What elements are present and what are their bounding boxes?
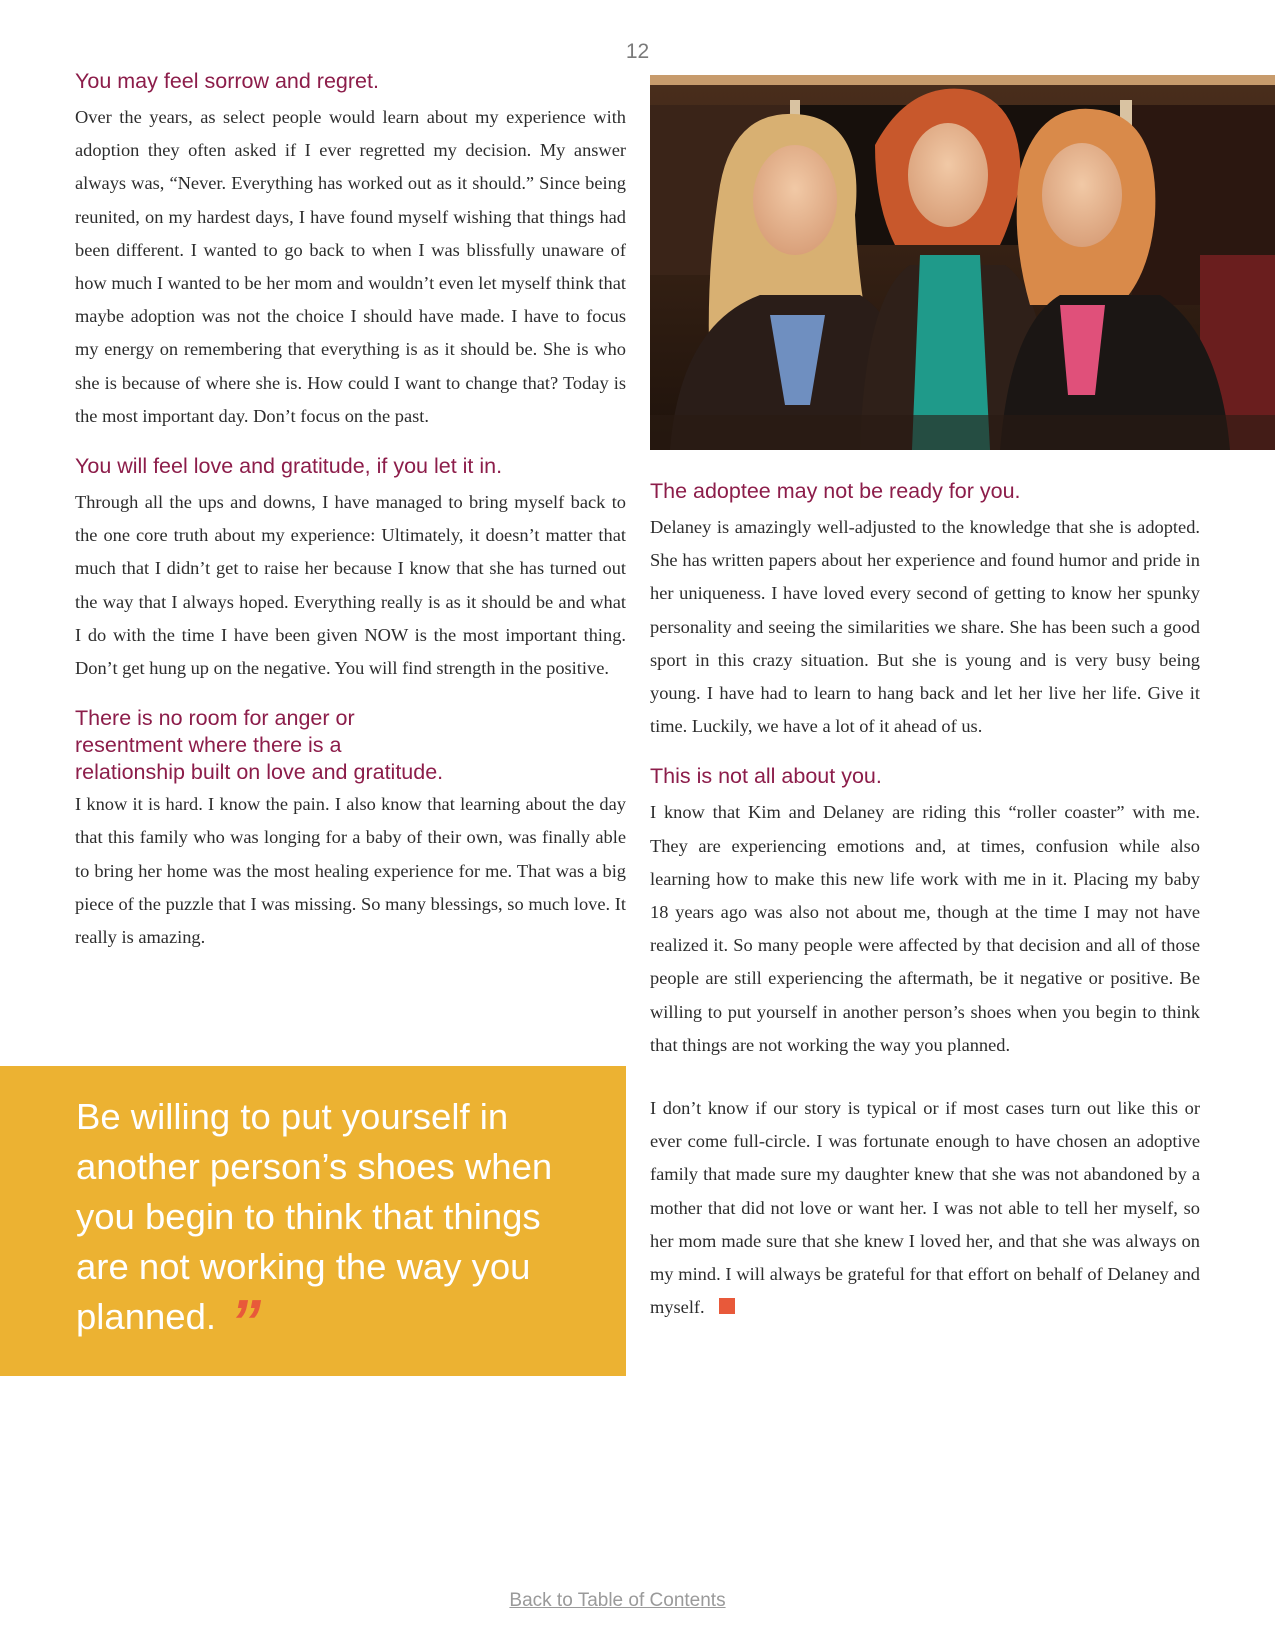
right-column xyxy=(650,68,1200,1344)
pull-quote xyxy=(76,1092,596,1357)
section-body: I know that Kim and Delaney are riding this “roller coaster” with me. They are experiencing emotions and, at times, confusion while also learning how to make this new life work with me in it. Placing my baby 18 years ago was also not about me, though at the time I may not have realized it. So many people were affected by that decision and all of those people are still experiencing the aftermath, be it negative or positive. Be willing to put yourself in another person’s shoes when you begin to think that things are not working the way you planned. xyxy=(650,802,1200,1055)
closing-quote-icon: ” xyxy=(230,1288,258,1357)
end-of-article-icon xyxy=(719,1298,735,1314)
photo-three-women xyxy=(650,75,1275,450)
section-body: I know it is hard. I know the pain. I also know that learning about the day that this family who was longing for a baby of their own, was finally able to bring her home was the most healing experience for me. That was a big piece of the puzzle that I was missing. So many blessings, so much love. It really is amazing. xyxy=(75,794,626,948)
section-sorrow xyxy=(75,68,626,433)
section-heading: You will feel love and gratitude, if you let it in. xyxy=(75,454,503,479)
heading-line: relationship built on love and gratitude. xyxy=(75,760,444,785)
section-closing xyxy=(650,1092,1200,1324)
section-body: Through all the ups and downs, I have managed to bring myself back to the one core truth about my experience: Ultimately, it doesn’t matter that much that I didn’t get to raise her because I know that she has turned out the way that I always hoped. Everything really is as it should be and what I do with the time I have been given NOW is the most important thing. Don’t get hung up on the negative. You will find strength in the positive. xyxy=(75,492,626,679)
section-body: Delaney is amazingly well-adjusted to the knowledge that she is adopted. She has written papers about her experience and found humor and pride in her uniqueness. I have loved every second of getting to know her spunky personality and seeing the similarities we share. She has been such a good sport in this crazy situation. But she is young and is very busy being young. I have had to learn to hang back and let her live her life. Give it time. Luckily, we have a lot of it ahead of us. xyxy=(650,517,1200,737)
left-column xyxy=(75,68,626,974)
section-body: Over the years, as select people would learn about my experience with adoption they often asked if I ever regretted my decision. My answer always was, “Never. Everything has worked out as it should.” Since being reunited, on my hardest days, I have found myself wishing that things had been different. I wanted to go back to when I was blissfully unaware of how much I wanted to be her mom and wouldn’t even let myself think that maybe adoption was not the choice I should have made. I have to focus my energy on remembering that everything is as it should be. She is who she is because of where she is. How could I want to change that? Today is the most important day. Don’t focus on the past. xyxy=(75,107,626,426)
section-body xyxy=(650,1092,1200,1324)
section-heading: You may feel sorrow and regret. xyxy=(75,69,379,93)
closing-paragraph: I don’t know if our story is typical or if most cases turn out like this or ever come full-circle. I was fortunate enough to have chosen an adoptive family that made sure my daughter knew that she was not abandoned by a mother that did not love or want her. I was not able to tell her myself, so her mom made sure that she knew I loved her, and that she was always on my mind. I will always be grateful for that effort on behalf of Delaney and myself. xyxy=(650,1098,1200,1318)
section-heading: This is not all about you. xyxy=(650,764,882,789)
heading-line: resentment where there is a xyxy=(75,733,342,758)
page-number: 12 xyxy=(625,40,650,63)
section-no-anger xyxy=(75,705,626,954)
heading-line: There is no room for anger or xyxy=(75,706,355,731)
section-heading: The adoptee may not be ready for you. xyxy=(650,479,1021,503)
section-not-about-you xyxy=(650,763,1200,1062)
section-heading xyxy=(75,705,626,786)
section-love-gratitude xyxy=(75,453,626,685)
family-photo xyxy=(650,75,1275,450)
back-to-toc-link[interactable]: Back to Table of Contents xyxy=(509,1590,726,1611)
pull-quote-text: Be willing to put yourself in another person’s shoes when you begin to think that things are not working the way you planned. xyxy=(76,1096,553,1337)
section-adoptee-ready xyxy=(650,478,1200,743)
pull-quote-box xyxy=(0,1066,626,1376)
